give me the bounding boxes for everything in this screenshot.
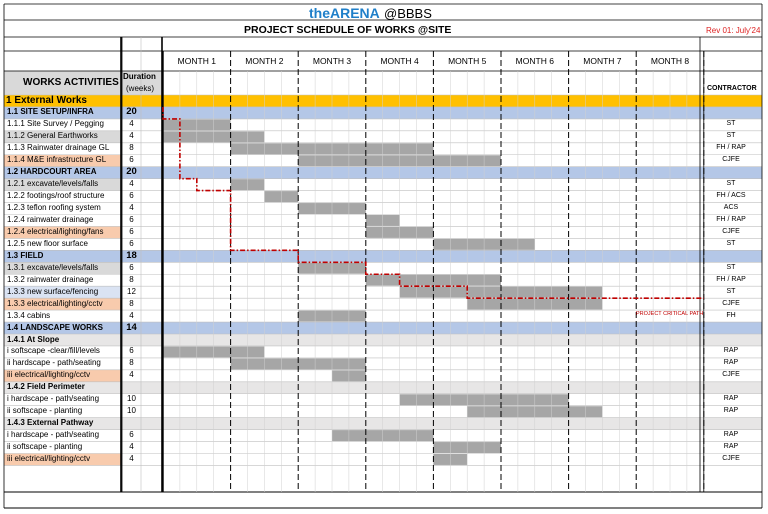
activity-label: 1.2.2 footings/roof structure <box>7 191 105 201</box>
contractor-value: RAP <box>723 395 739 403</box>
activity-label: i hardscape - path/seating <box>7 394 100 404</box>
activity-label: 1.3 FIELD <box>7 250 44 260</box>
duration-value: 4 <box>129 119 134 129</box>
contractor-value: FH / RAP <box>716 144 746 152</box>
duration-value: 10 <box>127 406 136 416</box>
contractor-value: RAP <box>723 431 739 439</box>
contractor-value: FH / RAP <box>716 216 746 223</box>
duration-value: 6 <box>129 262 134 272</box>
activity-label: ii softscape - planting <box>7 442 83 452</box>
duration-value: 4 <box>129 310 134 320</box>
contractor-value: CJFE <box>722 227 740 235</box>
duration-value: 8 <box>129 298 134 308</box>
activity-label: 1.2.4 rainwater drainage <box>7 215 94 224</box>
contractor-value: RAP <box>723 359 739 367</box>
duration-value: 6 <box>129 226 134 236</box>
row-bg <box>4 95 762 107</box>
row-bg <box>4 382 762 394</box>
duration-value: 14 <box>126 321 137 333</box>
month-header: MONTH 4 <box>380 56 419 66</box>
duration-value: 4 <box>129 454 134 463</box>
contractor-value: ST <box>726 120 736 128</box>
activity-label: 1.1.2 General Earthworks <box>7 131 98 141</box>
row-bg <box>4 418 762 430</box>
activity-label: 1.4 LANDSCAPE WORKS <box>7 322 104 332</box>
duration-value: 6 <box>129 155 134 165</box>
activity-label: 1.2.5 new floor surface <box>7 238 88 248</box>
contractor-value: FH <box>726 311 736 319</box>
activity-label: 1.1.1 Site Survey / Pegging <box>7 119 104 129</box>
duration-value: 4 <box>129 442 134 452</box>
month-header: MONTH 3 <box>312 56 352 66</box>
contractor-value: ST <box>726 287 736 295</box>
col-duration-unit: (weeks) <box>126 84 155 93</box>
activity-label: 1.1.4 M&E infrastructure GL <box>7 155 107 165</box>
contractor-value: RAP <box>723 407 739 415</box>
contractor-value: RAP <box>723 443 739 451</box>
duration-value: 4 <box>129 203 134 213</box>
duration-value: 12 <box>127 286 136 296</box>
row-bg <box>4 107 762 119</box>
activity-label: 1.3.1 excavate/levels/falls <box>7 262 99 272</box>
month-header: MONTH 1 <box>177 56 216 66</box>
activity-label: 1.3.3 electrical/lighting/cctv <box>7 298 103 308</box>
contractor-value: CJFE <box>722 371 740 379</box>
col-activities: WORKS ACTIVITIES <box>23 77 119 88</box>
contractor-value: CJFE <box>722 156 740 164</box>
activity-label: 1 External Works <box>6 94 87 106</box>
title-sub: @BBBS <box>384 6 432 21</box>
contractor-value: ST <box>726 239 736 247</box>
activity-label: 1.4.2 Field Perimeter <box>7 382 85 392</box>
row-bg <box>4 334 762 346</box>
activity-label: iii electrical/lighting/cctv <box>7 454 91 463</box>
duration-value: 6 <box>129 191 134 201</box>
activity-label: 1.1 SITE SETUP/INFRA <box>7 107 94 117</box>
duration-value: 8 <box>129 358 134 368</box>
activity-label: 1.2 HARDCOURT AREA <box>7 167 97 177</box>
activity-label: 1.3.3 new surface/fencing <box>7 286 99 296</box>
activity-label: ii hardscape - path/seating <box>7 358 101 368</box>
month-header: MONTH 2 <box>245 56 284 66</box>
activity-label: ii softscape - planting <box>7 406 83 416</box>
activity-label: 1.3.4 cabins <box>7 310 51 320</box>
duration-value: 10 <box>127 394 136 404</box>
row-bg <box>4 322 762 334</box>
duration-value: 6 <box>129 215 134 224</box>
row-bg <box>4 167 762 179</box>
activity-label: i hardscape - path/seating <box>7 430 100 440</box>
activity-label: 1.2.4 electrical/lighting/fans <box>7 226 104 236</box>
month-header: MONTH 8 <box>650 56 690 66</box>
row-bg <box>4 250 762 262</box>
activity-label: 1.4.3 External Pathway <box>7 418 94 428</box>
contractor-value: RAP <box>723 347 739 355</box>
contractor-value: ACS <box>723 204 739 212</box>
duration-value: 4 <box>129 370 134 380</box>
activity-label: 1.2.3 teflon roofing system <box>7 203 101 213</box>
duration-value: 20 <box>126 106 137 118</box>
activity-label: 1.2.1 excavate/levels/falls <box>7 179 99 189</box>
contractor-value: FH / ACS <box>716 192 746 200</box>
critical-path-label: PROJECT CRITICAL PATH <box>636 311 704 317</box>
duration-value: 20 <box>126 166 137 178</box>
contractor-value: CJFE <box>722 455 740 462</box>
contractor-value: FH / RAP <box>716 275 746 283</box>
col-duration: Duration <box>123 72 156 81</box>
duration-value: 8 <box>129 274 134 284</box>
col-contractor: CONTRACTOR <box>707 85 757 92</box>
activity-label: iii electrical/lighting/cctv <box>7 370 91 380</box>
duration-value: 8 <box>129 143 134 153</box>
revision-label: Rev 01: July'24 <box>706 26 761 35</box>
month-header: MONTH 7 <box>583 56 622 66</box>
contractor-value: ST <box>726 180 736 188</box>
activity-label: i softscape -clear/fill/levels <box>7 346 100 356</box>
title-main: theARENA <box>309 5 380 21</box>
duration-value: 4 <box>129 131 134 141</box>
duration-value: 18 <box>126 249 137 261</box>
month-header: MONTH 6 <box>515 56 554 66</box>
contractor-value: CJFE <box>722 299 740 307</box>
contractor-value: ST <box>726 263 736 271</box>
duration-value: 6 <box>129 430 134 440</box>
duration-value: 4 <box>129 179 134 189</box>
month-header: MONTH 5 <box>448 56 487 66</box>
activity-label: 1.3.2 rainwater drainage <box>7 274 94 284</box>
contractor-value: ST <box>726 132 736 140</box>
page-heading: PROJECT SCHEDULE OF WORKS @SITE <box>244 24 452 36</box>
activity-label: 1.1.3 Rainwater drainage GL <box>7 143 110 153</box>
activity-label: 1.4.1 At Slope <box>7 334 60 344</box>
duration-value: 6 <box>129 346 134 356</box>
duration-value: 6 <box>129 238 134 248</box>
